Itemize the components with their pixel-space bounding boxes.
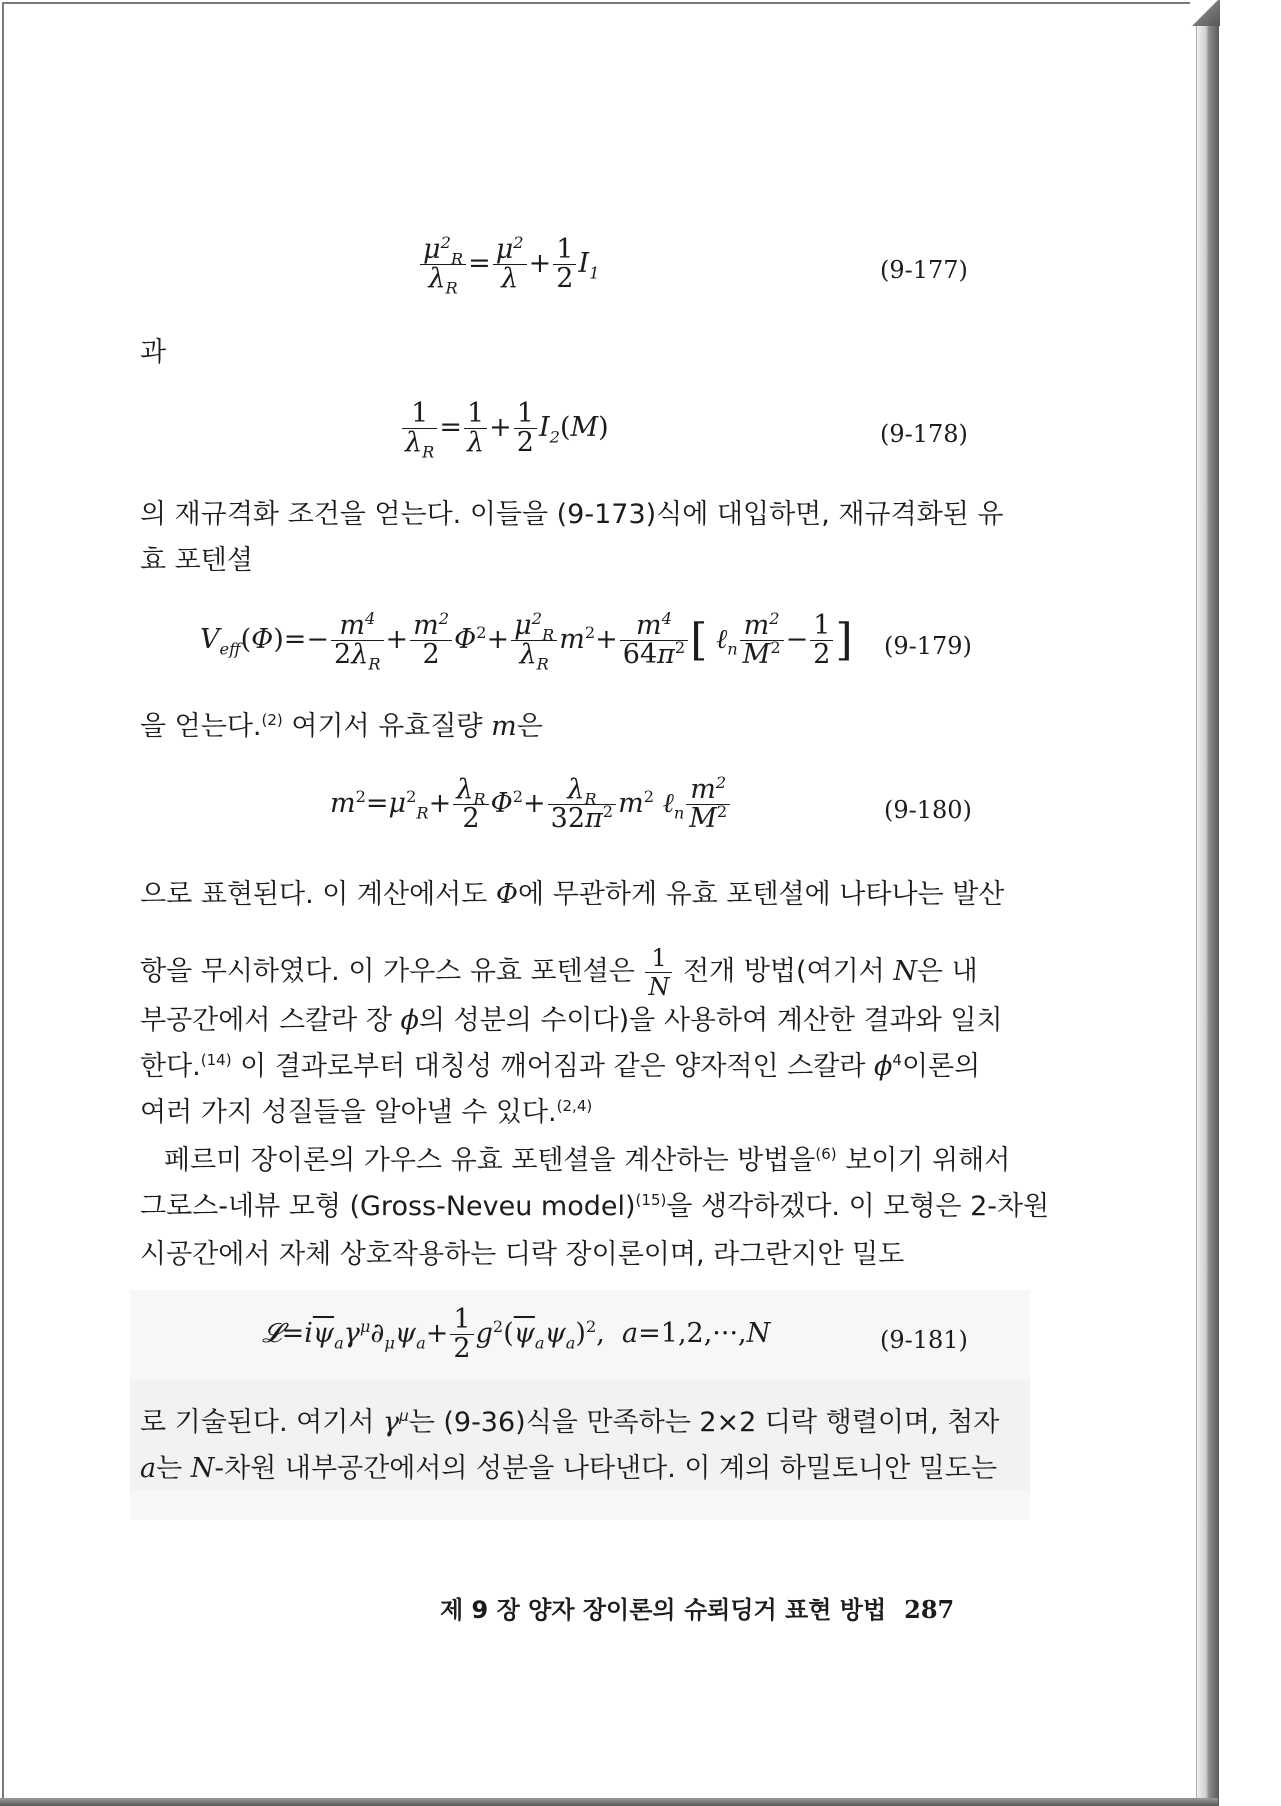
paragraph-text: 여러 가지 성질들을 알아낼 수 있다.$^{(2,4)}$ bbox=[140, 1097, 593, 1128]
paragraph-text: 으로 표현된다. 이 계산에서도 Φ에 무관하게 유효 포텐셜에 나타나는 발산 bbox=[140, 879, 1005, 910]
equation-number: (9-179) bbox=[884, 632, 972, 660]
paragraph-text: 한다.$^{(14)}$ 이 결과로부터 대칭성 깨어짐과 같은 양자적인 스칼라 $\phi^4$이론의 bbox=[140, 1051, 981, 1082]
page-edge-shadow bbox=[1196, 0, 1219, 1806]
equation-number: (9-181) bbox=[880, 1326, 968, 1354]
paragraph-text: 과 bbox=[140, 337, 167, 368]
paragraph-text: 페르미 장이론의 가우스 유효 포텐셜을 계산하는 방법을$^{(6)}$ 보이기 위해서 bbox=[164, 1145, 1011, 1176]
chapter-title: 제 9 장 양자 장이론의 슈뢰딩거 표현 방법 bbox=[440, 1596, 887, 1624]
page-number: 287 bbox=[904, 1595, 955, 1624]
paragraph-text: a는 N-차원 내부공간에서의 성분을 나타낸다. 이 계의 하밀토니안 밀도는 bbox=[140, 1453, 998, 1484]
page-bottom-shadow bbox=[0, 1798, 1218, 1806]
equation-9-177: $\frac{\mu^2_R}{\lambda_R}$ = $\frac{\mu^2}{\lambda}$ + $\frac{1}{2}$ $I_1$ bbox=[418, 236, 599, 293]
paragraph-text: 부공간에서 스칼라 장 ϕ의 성분의 수이다)을 사용하여 계산한 결과와 일치 bbox=[140, 1005, 1003, 1036]
paragraph-text: 시공간에서 자체 상호작용하는 디락 장이론이며, 라그란지안 밀도 bbox=[140, 1239, 905, 1270]
equation-number: (9-177) bbox=[880, 256, 968, 284]
equation-number: (9-180) bbox=[884, 796, 972, 824]
paragraph-text: 그로스-네뷰 모형 (Gross-Neveu model)$^{(15)}$을 생각하겠다. 이 모형은 2-차원 bbox=[140, 1191, 1050, 1222]
equation-9-181: $𝓛=i\overline{\psi}_a\gamma^\mu\partial_\mu\psi_a+$ $\frac{1}{2}$ $g^2(\overline{\psi}_a\psi_a)^2$, a=1,2,···,N bbox=[262, 1304, 771, 1364]
page-corner-fold bbox=[1190, 0, 1220, 26]
paragraph-text: 항을 무시하였다. 이 가우스 유효 포텐셜은 $\frac{1}{N}$ 전개 방법(여기서 N은 내 bbox=[140, 944, 978, 1001]
paragraph-text: 의 재규격화 조건을 얻는다. 이들을 (9-173)식에 대입하면, 재규격화된 유 bbox=[140, 499, 1004, 530]
page-footer bbox=[440, 1590, 954, 1625]
equation-9-179: $V_{eff}(\Phi)=-$ $\frac{m^4}{2\lambda_R}$ + $\frac{m^2}{2}$ $\Phi^2+$ $\frac{\mu^2_R}{\lambda_R}$ $m^2+$ $\frac{m^4}{64\pi^2}$ [ ℓ$_n$ $\frac{m^2}{M^2}$ − $\frac{1}{2}$ ] bbox=[200, 609, 853, 674]
equation-number: (9-178) bbox=[880, 420, 968, 448]
paragraph-text: 을 얻는다.$^{(2)}$ 여기서 유효질량 m은 bbox=[140, 711, 543, 742]
paragraph-text: 효 포텐셜 bbox=[140, 545, 253, 576]
paragraph-text: 로 기술된다. 여기서 $\gamma^\mu$는 (9-36)식을 만족하는 2×2 디락 행렬이며, 첨자 bbox=[140, 1407, 1000, 1438]
equation-9-180: $m^2=\mu^2_R+$ $\frac{\lambda_R}{2}$ $\Phi^2+$ $\frac{\lambda_R}{32\pi^2}$ $m^2$ ℓ$_n$ $\frac{m^2}{M^2}$ bbox=[330, 776, 732, 833]
equation-9-178: $\frac{1}{\lambda_R}$ = $\frac{1}{\lambda}$ + $\frac{1}{2}$ $I_2(M)$ bbox=[400, 400, 609, 457]
